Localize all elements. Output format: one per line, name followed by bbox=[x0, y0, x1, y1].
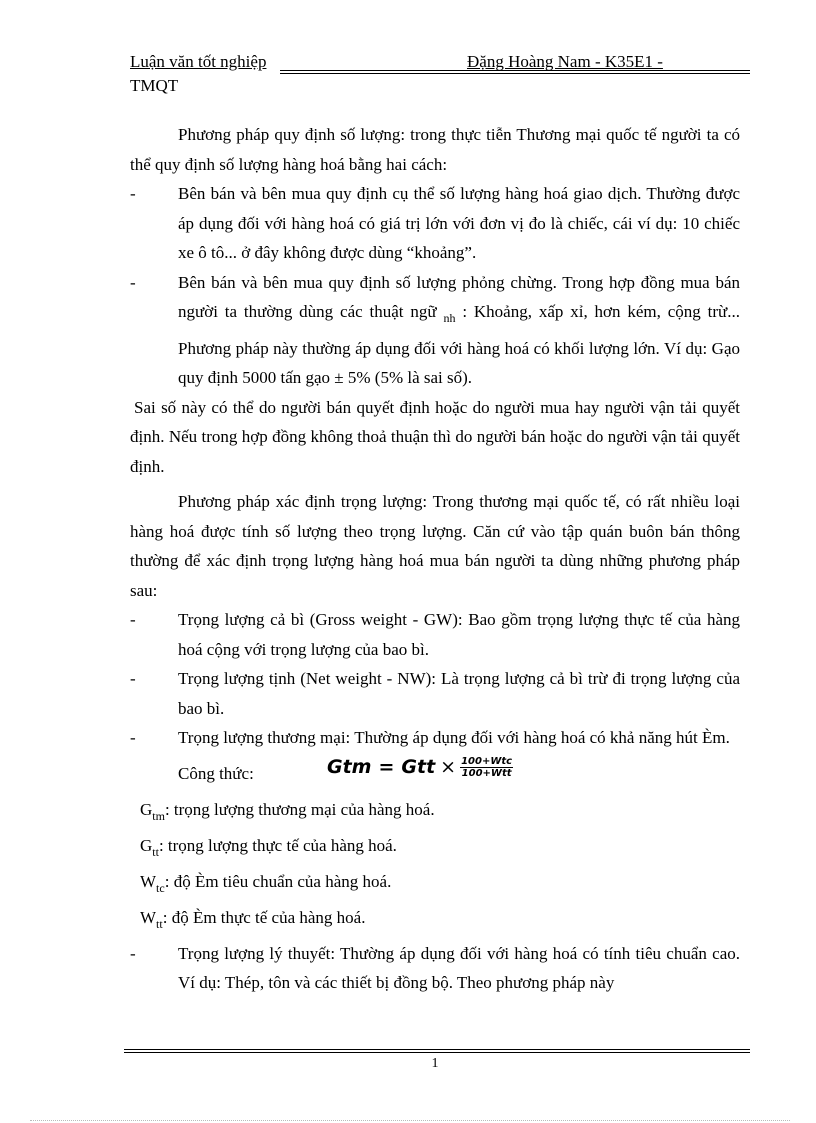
bullet-text bbox=[178, 268, 740, 393]
bullet-commercial-weight bbox=[130, 723, 740, 753]
bullet-text-part: : Khoảng, xấp xỉ, hơn kém, cộng trừ... Phương pháp này thường áp dụng đối với hàng hoá có khối lượng lớn. Ví dụ: Gạo quy định 5000 tấn gạo ± 5% (5% là sai số). bbox=[178, 302, 741, 387]
page-number: 1 bbox=[431, 1056, 439, 1071]
paragraph-quantity-method: Phương pháp quy định số lượng: trong thực tiễn Thương mại quốc tế người ta có thể quy định số lượng hàng hoá bằng hai cách: bbox=[130, 125, 740, 174]
formula-equals: = bbox=[378, 755, 395, 778]
definition-text: : trọng lượng thực tế của hàng hoá. bbox=[158, 835, 397, 855]
header-rule-second bbox=[280, 73, 750, 74]
bullet-text-part: Bên bán và bên mua quy định số lượng phỏng chừng. Trong hợp đồng mua bán người ta thường dùng các thuật ngữ bbox=[178, 272, 740, 321]
formula-denominator: 100+Wtt bbox=[461, 767, 512, 779]
bullet-dash: - bbox=[130, 943, 136, 963]
bullet-text: Bên bán và bên mua quy định cụ thể số lượng hàng hoá giao dịch. Thường được áp dụng đối với hàng hoá có giá trị lớn với đơn vị đo là chiếc, cái ví dụ: 10 chiếc xe ô tô... ở đây không được dùng “khoảng”. bbox=[178, 184, 740, 262]
definition-symbol: G bbox=[140, 835, 153, 855]
definition-text: : độ Èm thực tế của hàng hoá. bbox=[162, 907, 366, 927]
bullet-theoretical-weight bbox=[130, 939, 740, 998]
definition-symbol: G bbox=[140, 799, 153, 819]
formula-rhs: Gtt bbox=[401, 755, 436, 778]
bullet-text: Trọng lượng lý thuyết: Thường áp dụng đối với hàng hoá có tính tiêu chuẩn cao. Ví dụ: Thép, tôn và các thiết bị đồng bộ. Theo phương pháp này bbox=[178, 943, 740, 992]
formula-row bbox=[130, 753, 740, 795]
definition-subscript: tm bbox=[152, 808, 165, 823]
header-thesis-title: Luận văn tốt nghiệp bbox=[130, 52, 267, 71]
bullet-dash: - bbox=[130, 272, 136, 292]
header-author: Đặng Hoàng Nam - K35E1 - bbox=[467, 52, 663, 71]
paragraph-error-margin: Sai số này có thể do người bán quyết định hoặc do người mua hay người vận tải quyết định. Nếu trong hợp đồng không thoả thuận thì do người bán hoặc do người vận tải quyết định. bbox=[130, 397, 740, 476]
header-continuation: TMQT bbox=[130, 76, 179, 95]
formula-label: Công thức: bbox=[178, 763, 254, 783]
bullet-text: Trọng lượng tịnh (Net weight - NW): Là trọng lượng cả bì trừ đi trọng lượng của bao bì. bbox=[178, 669, 740, 718]
formula-times: × bbox=[440, 755, 457, 778]
bullet-specific-quantity bbox=[130, 179, 740, 268]
paragraph-weight-method: Phương pháp xác định trọng lượng: Trong thương mại quốc tế, có rất nhiều loại hàng hoá được tính số lượng theo trọng lượng. Căn cứ vào tập quán buôn bán thông thường để xác định trọng lượng hàng hoá mua bán người ta dùng những phương pháp sau: bbox=[130, 492, 740, 600]
bullet-dash: - bbox=[130, 610, 136, 629]
footer-rule bbox=[124, 1049, 750, 1050]
definition-item bbox=[140, 903, 740, 939]
definition-symbol: W bbox=[140, 907, 157, 927]
bullet-dash: - bbox=[130, 728, 136, 747]
definition-text: : độ Èm tiêu chuẩn của hàng hoá. bbox=[164, 871, 392, 891]
page-edge-dotted-line bbox=[30, 1120, 790, 1121]
definition-subscript: tc bbox=[156, 880, 165, 895]
definition-subscript: tt bbox=[156, 916, 163, 931]
bullet-gross-weight bbox=[130, 605, 740, 664]
bullet-text: Trọng lượng cả bì (Gross weight - GW): Bao gồm trọng lượng thực tế của hàng hoá cộng với trọng lượng của bao bì. bbox=[178, 610, 740, 659]
definition-item bbox=[140, 795, 740, 831]
bullet-dash: - bbox=[130, 184, 136, 203]
subscript-nh: nh bbox=[443, 311, 456, 325]
formula-fraction bbox=[460, 756, 513, 779]
bullet-approximate-quantity bbox=[130, 268, 740, 393]
bullet-net-weight bbox=[130, 664, 740, 723]
definition-symbol: W bbox=[140, 871, 157, 891]
footer-rule-second bbox=[124, 1052, 750, 1053]
body-text bbox=[130, 120, 740, 998]
bullet-text: Trọng lượng thương mại: Thường áp dụng đối với hàng hoá có khả năng hút Èm. bbox=[178, 728, 730, 747]
header-rule bbox=[280, 70, 750, 71]
definition-item bbox=[140, 867, 740, 903]
commercial-weight-formula bbox=[327, 753, 513, 783]
definition-text: : trọng lượng thương mại của hàng hoá. bbox=[164, 799, 435, 819]
bullet-dash: - bbox=[130, 669, 136, 688]
definition-subscript: tt bbox=[152, 844, 159, 859]
definition-item bbox=[140, 831, 740, 867]
definition-list bbox=[130, 795, 740, 939]
formula-lhs: Gtm bbox=[327, 755, 372, 778]
formula-numerator: 100+Wtc bbox=[461, 755, 513, 767]
